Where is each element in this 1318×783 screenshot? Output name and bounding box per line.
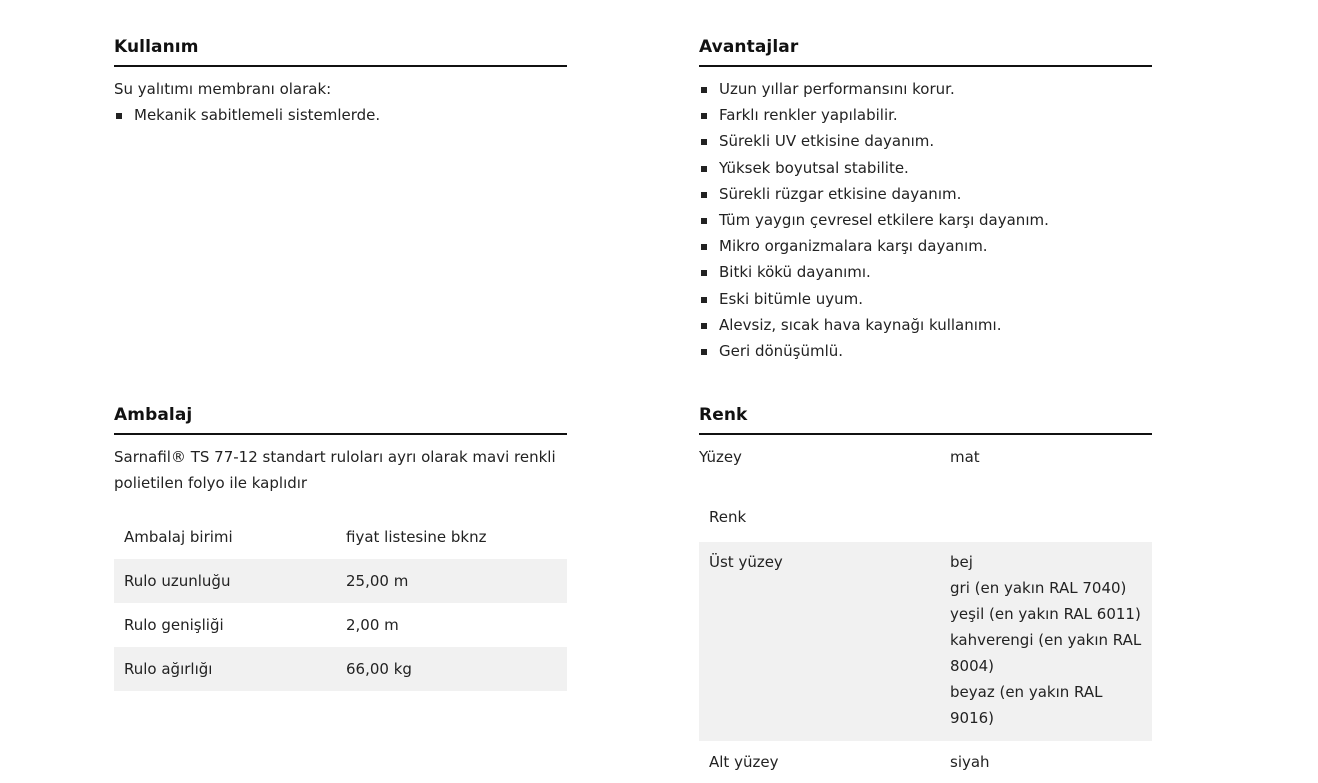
ambalaj-section — [114, 405, 567, 691]
color-sublabel: Renk — [709, 508, 747, 526]
renk-section — [699, 405, 1152, 783]
color-option: yeşil (en yakın RAL 6011) — [950, 605, 1141, 623]
color-option: bej — [950, 553, 973, 571]
top-surface-values — [940, 542, 1152, 741]
surface-label: Yüzey — [699, 448, 742, 466]
row-label: Rulo ağırlığı — [124, 660, 213, 678]
kullanim-list — [114, 102, 567, 128]
list-item: Tüm yaygın çevresel etkilere karşı dayanım. — [699, 207, 1152, 233]
list-item: Sürekli rüzgar etkisine dayanım. — [699, 181, 1152, 207]
color-option: gri (en yakın RAL 7040) — [950, 579, 1127, 597]
list-item: Geri dönüşümlü. — [699, 338, 1152, 364]
renk-title: Renk — [699, 405, 1152, 435]
kullanim-intro: Su yalıtımı membranı olarak: — [114, 80, 332, 98]
ambalaj-description: Sarnafil® TS 77-12 standart ruloları ayrı olarak mavi renkli polietilen folyo ile kaplıdır — [114, 448, 556, 492]
avantajlar-title: Avantajlar — [699, 37, 1152, 67]
top-surface-label: Üst yüzey — [709, 553, 783, 571]
table-row — [114, 559, 567, 603]
row-label: Rulo genişliği — [124, 616, 224, 634]
bottom-surface-label: Alt yüzey — [709, 753, 779, 771]
list-item: Farklı renkler yapılabilir. — [699, 102, 1152, 128]
table-row — [699, 444, 1152, 504]
list-item: Bitki kökü dayanımı. — [699, 259, 1152, 285]
row-value: 25,00 m — [346, 572, 409, 590]
list-item: Mekanik sabitlemeli sistemlerde. — [114, 102, 567, 128]
table-row — [114, 515, 567, 559]
surface-value: mat — [950, 448, 980, 466]
avantajlar-section — [699, 37, 1152, 364]
table-row — [114, 603, 567, 647]
list-item: Alevsiz, sıcak hava kaynağı kullanımı. — [699, 312, 1152, 338]
list-item: Uzun yıllar performansını korur. — [699, 76, 1152, 102]
bottom-surface-value: siyah — [950, 753, 990, 771]
row-label: Rulo uzunluğu — [124, 572, 231, 590]
ambalaj-table — [114, 515, 567, 691]
row-label: Ambalaj birimi — [124, 528, 233, 546]
renk-table — [699, 444, 1152, 783]
kullanim-title: Kullanım — [114, 37, 567, 67]
list-item: Yüksek boyutsal stabilite. — [699, 155, 1152, 181]
avantajlar-list — [699, 76, 1152, 364]
table-row — [699, 741, 1152, 783]
row-value: 66,00 kg — [346, 660, 412, 678]
color-option: beyaz (en yakın RAL 9016) — [950, 683, 1103, 727]
color-option: kahverengi (en yakın RAL 8004) — [950, 631, 1142, 675]
table-row — [699, 504, 1152, 542]
ambalaj-title: Ambalaj — [114, 405, 567, 435]
table-row — [699, 542, 1152, 741]
row-value: 2,00 m — [346, 616, 399, 634]
row-value: fiyat listesine bknz — [346, 528, 487, 546]
list-item: Mikro organizmalara karşı dayanım. — [699, 233, 1152, 259]
list-item: Sürekli UV etkisine dayanım. — [699, 128, 1152, 154]
list-item: Eski bitümle uyum. — [699, 286, 1152, 312]
table-row — [114, 647, 567, 691]
kullanim-section — [114, 37, 567, 128]
